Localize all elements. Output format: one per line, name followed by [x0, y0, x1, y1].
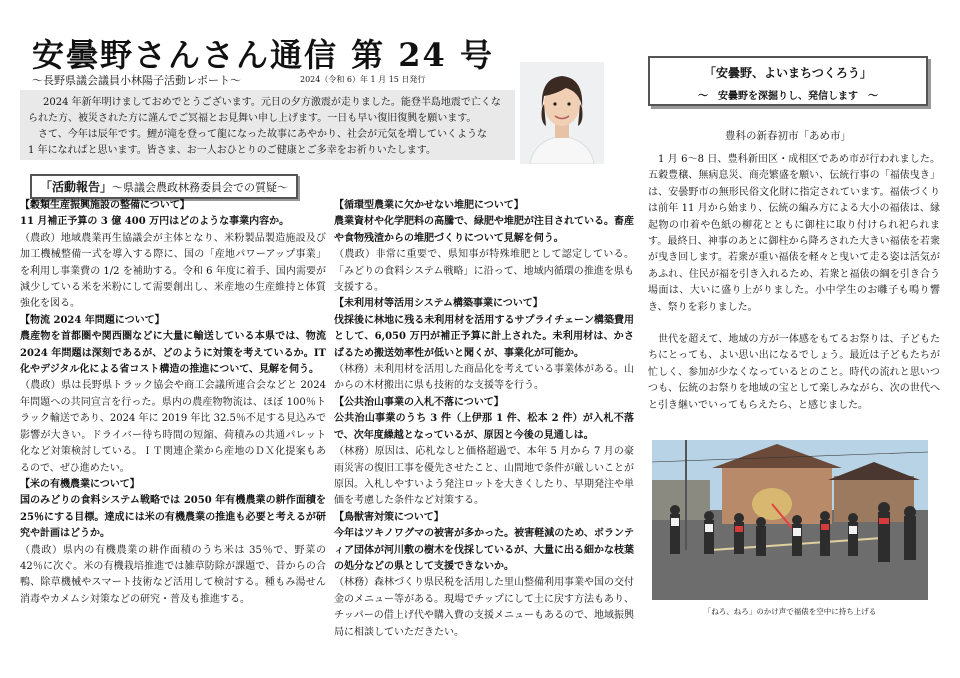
answer-text: （農政）県は長野県トラック協会や商工会議所連合会などと 2024 年問題への共同宣言を行った。県内の農産物物流は、ほぼ 100％トラック輸送であり、2024 年に 2019 年比 32.5％不足する見込みで影響が大きい。ドライバー待ち時間の短縮、荷積みの共通パレット化など対策検討している。ＩＴ関連企業から産地のＤＸ化提案もあるので、ぜひ進めたい。 — [20, 380, 326, 474]
greeting-line: さて、今年は辰年です。鯉が滝を登って龍になった故事にあやかり、社会が元気を増していくような — [38, 129, 487, 140]
festival-image — [652, 440, 928, 600]
answer-text: （農政）地域農業再生協議会が主体となり、米粉製品製造施設及び加工機械整備一式を導入する際に、国の「産地パワーアップ事業」を利用し事業費の 1/2 を補助する。令和 6 年度に着手、国内需要が減少している米を米粉にして需要創出し、米産地の生産維持と体質強化を図る。 — [20, 232, 326, 310]
paragraph-gap — [648, 316, 940, 332]
question-text: 11 月補正予算の 3 億 400 万円はどのような事業内容か。 — [20, 216, 290, 228]
question-text: 伐採後に林地に残る未利用材を活用するサプライチェーン構築費用として、6,050 万円が補正予算に計上された。未利用材は、かさばるため搬送効率性が低いと聞くが、事業化が可能か。 — [334, 314, 634, 359]
section-heading: 【鳥獣害対策について】 — [334, 511, 444, 523]
feature-box-title: 「安曇野、よいまちつくろう」 — [704, 66, 872, 80]
question-text: 今年はツキノワグマの被害が多かった。被害軽減のため、ボランティア団体が河川敷の樹木を伐採しているが、大量に出る細かな枝葉の処分などの県として支援できないか。 — [334, 528, 634, 572]
activity-report-sublabel: ～県議会農政林務委員会での質疑～ — [112, 181, 289, 194]
greeting-line: 2024 年新年明けましておめでとうございます。元日の夕方激震が走りました。能登半島地震で亡くな — [43, 97, 501, 108]
feature-box — [648, 56, 928, 106]
article-paragraph: 世代を超えて、地域の方が一体感をもてるお祭りは、子どもたちにとっても、よい思い出になるでしょう。最近は子どもたちが忙しく、参加が少なくなっているとのこと。時代の流れと思いつつも、伝統のお祭りを地域の宝として楽しみながら、次の世代へと引き継いでいってもらえたら、と感じました。 — [648, 334, 940, 411]
article-title: 豊科の新春初市「あめ市」 — [725, 130, 851, 142]
activity-report-label: 「活動報告」 — [40, 180, 113, 194]
section-heading: 【穀類生産振興施設の整備について】 — [20, 200, 190, 211]
section-heading: 【公共治山事業の入札不落について】 — [334, 396, 504, 408]
issue-date: 2024（令和 6）年 1 月 15 日発行 — [300, 75, 426, 84]
answer-text: （林務）原因は、応札なしと価格超過で、本年 5 月から 7 月の豪雨災害の復旧工事を優先させたこと、山間地で条件が厳しいことが原因。入札しやすいよう発注ロットを大きくしたり、早期発注や単価を考慮した条件など対策する。 — [334, 446, 634, 507]
report-column-2 — [334, 198, 634, 641]
section-heading: 【未利用材等活用システム構築事業について】 — [334, 298, 543, 310]
activity-report-heading — [30, 174, 298, 199]
section-heading: 【米の有機農業について】 — [20, 478, 140, 490]
author-photo — [520, 62, 604, 164]
section-heading: 【物流 2024 年問題について】 — [20, 314, 165, 326]
answer-text: （農政）非常に重要で、県知事が特殊堆肥として認定している。「みどりの食料システム戦略」に沿って、地域内循環の推進を県も支援する。 — [334, 249, 634, 294]
article-paragraph: 1 月 6～8 日、豊科新田区・成相区であめ市が行われました。五穀豊穣、無病息災、商売繁盛を願い、伝統行事の「福俵曳き」は、安曇野市の無形民俗文化財に指定されています。福俵づくりは前年 11 月から始まり、伝統の編み方による大小の福俵は、縁起物の巾着や色紙の柳花とともに御柱に取り付けられ祀られます。最終日、神事のあとに御柱から降ろされた大きい福俵を若衆が曳き回します。若衆が重い福俵を軽々と曳いて走る姿は活気があふれ、住民が福を引き入れるため、若衆と福俵の綱を引き合う場面は、大いに盛り上がりました。小中学生のお囃子も鳴り響き、祭りを彩りました。 — [648, 154, 940, 313]
newsletter-title: 安曇野さんさん通信 第 24 号 — [32, 36, 494, 74]
festival-photo — [652, 440, 928, 600]
question-text: 農産物を首都圏や関西圏などに大量に輸送している本県では、物流 2024 年問題は深刻であるが、どのように対策を考えているか。IT化やデジタル化による省コスト構造の推進について、見解を伺う。 — [20, 331, 326, 376]
greeting-box — [20, 90, 515, 160]
answer-text: （林務）森林づくり県民税を活用した里山整備利用事業や国の交付金のメニュー等がある。現場でチップにして土に戻す方法もあり、チッパーの借上げ代や購入費の支援メニューもあるので、地域振興局に相談していただきたい。 — [334, 577, 634, 638]
report-column-1 — [20, 198, 326, 608]
answer-text: （林務）未利用材を活用した商品化を考えている事業体がある。山からの木材搬出に県も技術的な支援等を行う。 — [334, 364, 634, 392]
question-text: 国のみどりの食料システム戦略では 2050 年有機農業の耕作面積を 25％にする目標。達成には米の有機農業の推進も必要と考えるが研究や計画はどうか。 — [20, 495, 326, 540]
question-text: 農業資材や化学肥料の高騰で、緑肥や堆肥が注目されている。畜産や食物残渣からの堆肥づくりについて見解を伺う。 — [334, 216, 634, 244]
newsletter-subtitle: ～長野県議会議員小林陽子活動レポート～ — [32, 74, 241, 87]
answer-text: （農政）県内の有機農業の耕作面積のうち米は 35％で、野菜の 42％に次ぐ。米の有機栽培推進では雑草防除が課題で、昔からの合鴨、除草機械やスマート技術など活用して検討する。種もみ湯せん消毒やカメムシ対策などの研究・普及も推進する。 — [20, 544, 326, 605]
photo-caption: 「ねろ、ねろ」のかけ声で福俵を空中に持ち上げる — [703, 607, 877, 616]
article-body — [648, 152, 940, 414]
greeting-line: られた方、被災された方に謹んでご冥福とお見舞い申し上げます。一日も早い復旧復興を願います。 — [28, 113, 477, 124]
section-heading: 【循環型農業に欠かせない堆肥について】 — [334, 200, 524, 211]
question-text: 公共治山事業のうち 3 件（上伊那 1 件、松本 2 件）が入札不落で、次年度繰越となっているが、原因と今後の見通しは。 — [334, 413, 634, 441]
portrait-image — [520, 62, 604, 164]
feature-box-subtitle: ～ 安曇野を深掘りし、発信します ～ — [698, 91, 878, 102]
greeting-line: 1 年になればと思います。皆さま、お一人おひとりのご健康とご多幸をお祈りいたします。 — [28, 145, 436, 156]
